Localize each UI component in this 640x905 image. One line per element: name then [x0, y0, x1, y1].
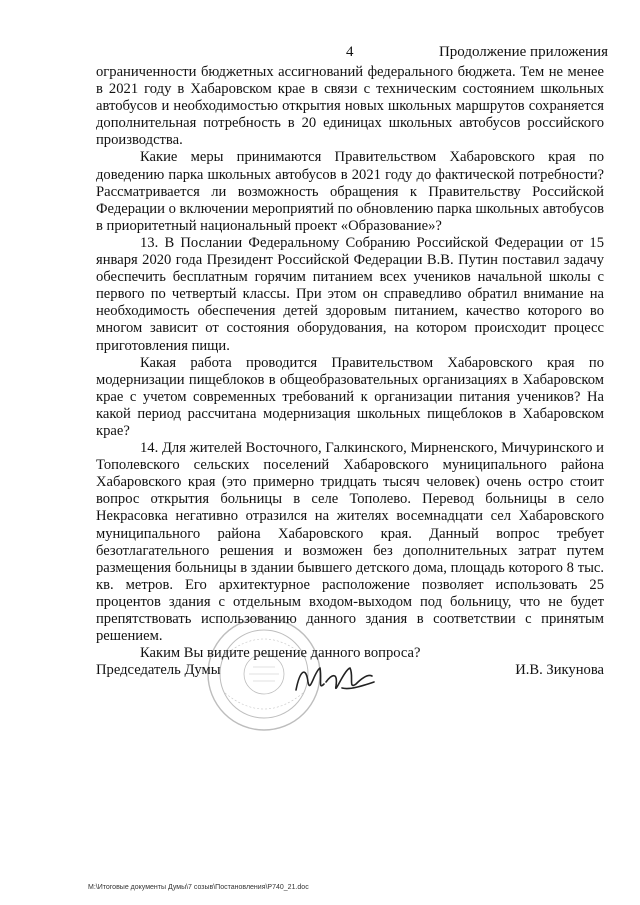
page-number: 4: [346, 44, 354, 60]
page-header: [0, 44, 640, 64]
file-path-footer: М:\Итоговые документы Думы\7 созыв\Постановления\P740_21.doc: [88, 884, 309, 891]
document-body: [96, 64, 604, 662]
paragraph-question-buses: Какие меры принимаются Правительством Хабаровского края по доведению парка школьных автобусов в 2021 году до фактической потребности? Рассматривается ли возможность обращения к Правительству Российской Федерации о включении мероприятий по обновлению парка школьных автобусов в приоритетный национальный проект «Образование»?: [96, 149, 604, 234]
paragraph-continuation: ограниченности бюджетных ассигнований федерального бюджета. Тем не менее в 2021 году в Хабаровском крае в связи с техническим состоянием школьных автобусов и необходимостью открытия новых школьных маршрутов сохраняется дополнительная потребность в 20 единицах школьных автобусов российского производства.: [96, 64, 604, 149]
paragraph-item-14: 14. Для жителей Восточного, Галкинского, Мирненского, Мичуринского и Тополевского сельских поселений Хабаровского муниципального района Хабаровского края (это примерно тридцать тысяч человек) очень остро стоит вопрос открытия больницы в селе Тополево. Перевод больницы в село Некрасовка негативно отразился на жителях восемнадцати сел Хабаровского муниципального района Хабаровского края. Данный вопрос требует безотлагательного решения и возможен без дополнительных затрат путем размещения больницы в здании бывшего детского дома, площадь которого 8 тыс. кв. метров. Его архитектурное расположение позволяет использовать 25 процентов здания с отдельным входом-выходом под больницу, что не будет препятствовать использованию данного здания в соответствии с принятым решением.: [96, 440, 604, 645]
signatory-role: Председатель Думы: [96, 662, 221, 678]
continuation-label: Продолжение приложения: [438, 44, 608, 60]
paragraph-question-canteens: Какая работа проводится Правительством Хабаровского края по модернизации пищеблоков в общеобразовательных организациях в Хабаровском крае с учетом современных требований к организации питания учеников? На какой период рассчитана модернизация школьных пищеблоков в Хабаровском крае?: [96, 354, 604, 439]
handwritten-signature: [292, 660, 378, 700]
paragraph-question-hospital: Каким Вы видите решение данного вопроса?: [140, 645, 421, 662]
signatory-name: И.В. Зикунова: [515, 662, 604, 678]
paragraph-item-13: 13. В Послании Федеральному Собранию Российской Федерации от 15 января 2020 года Президент Российской Федерации В.В. Путин поставил задачу обеспечить бесплатным горячим питанием всех учеников начальной школы с первого по четвертый классы. При этом он справедливо обратил внимание на необходимость обеспечения детей здоровым питанием, качество которого во многом зависит от состояния оборудования, на котором происходит процесс приготовления пищи.: [96, 234, 604, 354]
